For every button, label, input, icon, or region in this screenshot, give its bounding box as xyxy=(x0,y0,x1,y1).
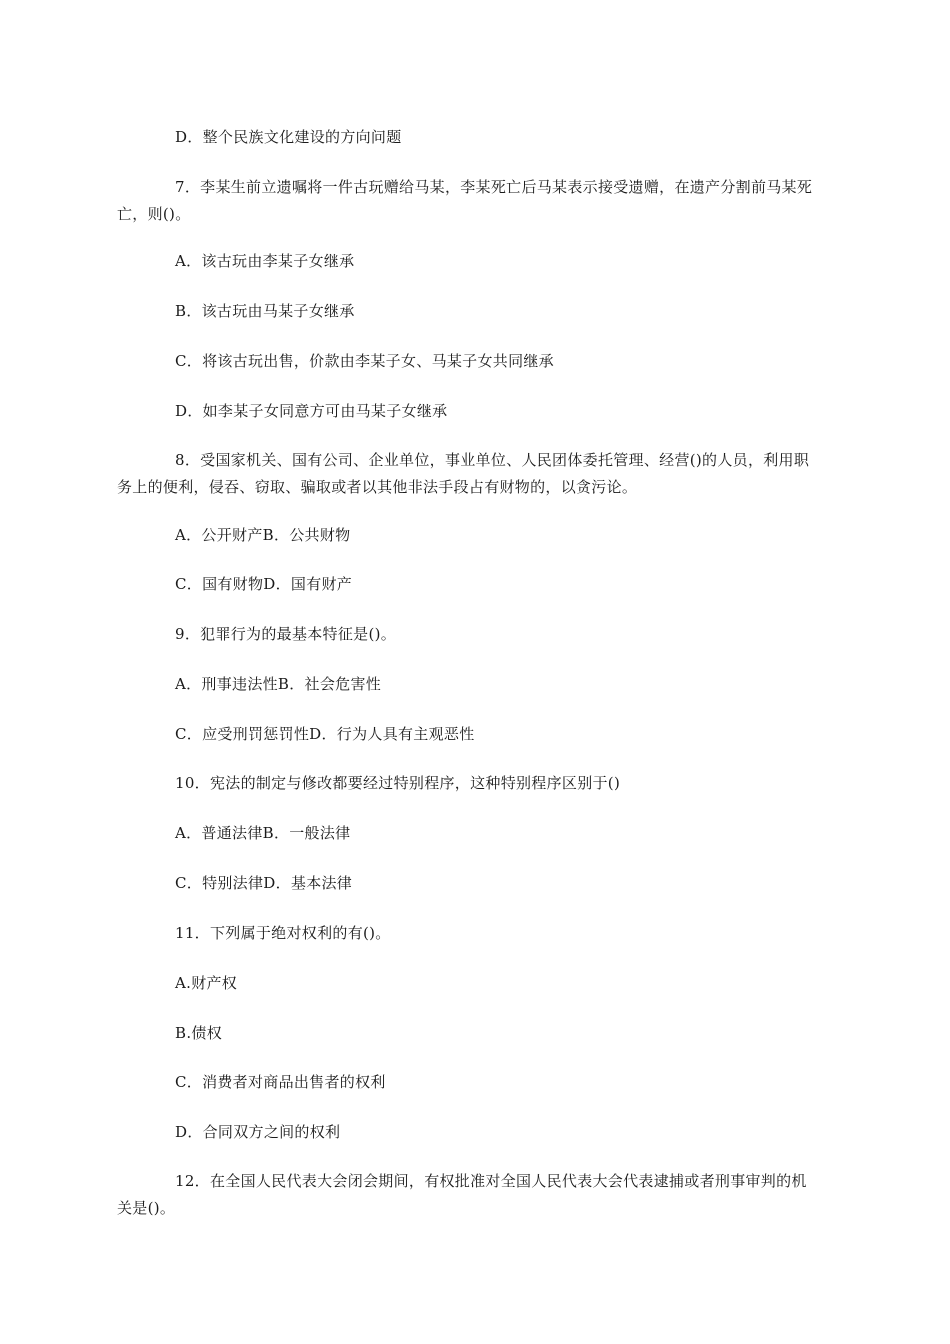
option-line: A．公开财产B．公共财物 xyxy=(175,526,351,544)
option-line: C．将该古玩出售，价款由李某子女、马某子女共同继承 xyxy=(175,352,554,370)
option-line: A.财产权 xyxy=(175,974,238,992)
question-12: 12．在全国人民代表大会闭会期间，有权批准对全国人民代表大会代表逮捕或者刑事审判的机关是()。 xyxy=(117,1172,807,1217)
option-line: D．整个民族文化建设的方向问题 xyxy=(175,128,402,146)
question-10: 10．宪法的制定与修改都要经过特别程序，这种特别程序区别于() xyxy=(175,774,621,792)
question-11: 11．下列属于绝对权利的有()。 xyxy=(175,924,391,942)
option-line: C．应受刑罚惩罚性D．行为人具有主观恶性 xyxy=(175,725,475,743)
option-line: A．刑事违法性B．社会危害性 xyxy=(175,675,382,693)
option-line: A．普通法律B．一般法律 xyxy=(175,824,351,842)
option-line: D．如李某子女同意方可由马某子女继承 xyxy=(175,402,448,420)
question-7: 7．李某生前立遗嘱将一件古玩赠给马某，李某死亡后马某表示接受遗赠，在遗产分割前马某死亡，则()。 xyxy=(117,178,813,223)
question-8: 8．受国家机关、国有公司、企业单位，事业单位、人民团体委托管理、经营()的人员，利用职务上的便利，侵吞、窃取、骗取或者以其他非法手段占有财物的，以贪污论。 xyxy=(117,451,810,496)
option-line: B.债权 xyxy=(175,1024,222,1042)
option-line: A．该古玩由李某子女继承 xyxy=(175,252,355,270)
question-9: 9．犯罪行为的最基本特征是()。 xyxy=(175,625,397,643)
option-line: D．合同双方之间的权利 xyxy=(175,1123,341,1141)
option-line: C．国有财物D．国有财产 xyxy=(175,575,353,593)
option-line: B．该古玩由马某子女继承 xyxy=(175,302,355,320)
option-line: C．特别法律D．基本法律 xyxy=(175,874,353,892)
option-line: C．消费者对商品出售者的权利 xyxy=(175,1073,386,1091)
